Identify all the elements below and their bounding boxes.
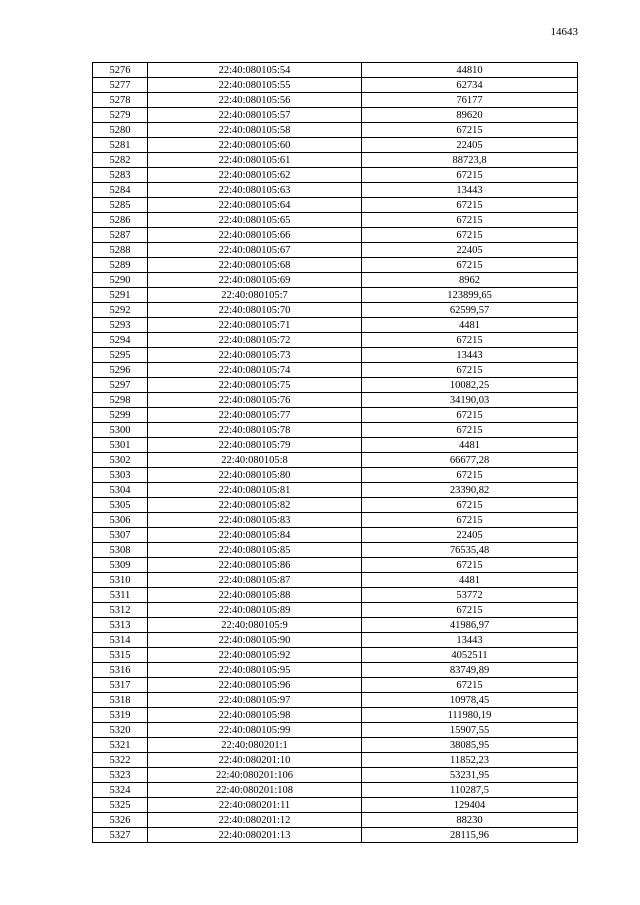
table-row bbox=[93, 198, 578, 213]
value-cell: 88723,8 bbox=[362, 153, 578, 168]
cadastral-number-cell: 22:40:080105:82 bbox=[148, 498, 362, 513]
value-cell: 67215 bbox=[362, 258, 578, 273]
table-row bbox=[93, 693, 578, 708]
row-number-cell: 5302 bbox=[93, 453, 148, 468]
table-row bbox=[93, 588, 578, 603]
table-row bbox=[93, 333, 578, 348]
cadastral-number-cell: 22:40:080105:66 bbox=[148, 228, 362, 243]
cadastral-number-cell: 22:40:080105:61 bbox=[148, 153, 362, 168]
value-cell: 67215 bbox=[362, 198, 578, 213]
table-row bbox=[93, 783, 578, 798]
cadastral-number-cell: 22:40:080105:76 bbox=[148, 393, 362, 408]
cadastral-number-cell: 22:40:080105:64 bbox=[148, 198, 362, 213]
row-number-cell: 5293 bbox=[93, 318, 148, 333]
cadastral-number-cell: 22:40:080201:11 bbox=[148, 798, 362, 813]
table-row bbox=[93, 213, 578, 228]
cadastral-value-table bbox=[92, 62, 578, 843]
row-number-cell: 5312 bbox=[93, 603, 148, 618]
value-cell: 23390,82 bbox=[362, 483, 578, 498]
value-cell: 67215 bbox=[362, 498, 578, 513]
table-row bbox=[93, 138, 578, 153]
cadastral-number-cell: 22:40:080105:68 bbox=[148, 258, 362, 273]
table-row bbox=[93, 753, 578, 768]
row-number-cell: 5306 bbox=[93, 513, 148, 528]
table-row bbox=[93, 498, 578, 513]
value-cell: 44810 bbox=[362, 63, 578, 78]
row-number-cell: 5303 bbox=[93, 468, 148, 483]
table-row bbox=[93, 378, 578, 393]
row-number-cell: 5325 bbox=[93, 798, 148, 813]
row-number-cell: 5276 bbox=[93, 63, 148, 78]
cadastral-number-cell: 22:40:080105:83 bbox=[148, 513, 362, 528]
cadastral-number-cell: 22:40:080105:60 bbox=[148, 138, 362, 153]
table-row bbox=[93, 273, 578, 288]
value-cell: 67215 bbox=[362, 168, 578, 183]
row-number-cell: 5313 bbox=[93, 618, 148, 633]
table-row bbox=[93, 513, 578, 528]
cadastral-number-cell: 22:40:080105:92 bbox=[148, 648, 362, 663]
value-cell: 41986,97 bbox=[362, 618, 578, 633]
row-number-cell: 5310 bbox=[93, 573, 148, 588]
table-row bbox=[93, 123, 578, 138]
row-number-cell: 5285 bbox=[93, 198, 148, 213]
cadastral-number-cell: 22:40:080105:63 bbox=[148, 183, 362, 198]
table-row bbox=[93, 108, 578, 123]
table-row bbox=[93, 678, 578, 693]
table-row bbox=[93, 483, 578, 498]
value-cell: 67215 bbox=[362, 333, 578, 348]
table-row bbox=[93, 603, 578, 618]
table-row bbox=[93, 648, 578, 663]
cadastral-number-cell: 22:40:080105:8 bbox=[148, 453, 362, 468]
row-number-cell: 5311 bbox=[93, 588, 148, 603]
row-number-cell: 5296 bbox=[93, 363, 148, 378]
cadastral-number-cell: 22:40:080105:86 bbox=[148, 558, 362, 573]
value-cell: 4481 bbox=[362, 573, 578, 588]
row-number-cell: 5323 bbox=[93, 768, 148, 783]
cadastral-number-cell: 22:40:080105:96 bbox=[148, 678, 362, 693]
table-row bbox=[93, 228, 578, 243]
cadastral-number-cell: 22:40:080105:89 bbox=[148, 603, 362, 618]
value-cell: 67215 bbox=[362, 513, 578, 528]
cadastral-number-cell: 22:40:080105:69 bbox=[148, 273, 362, 288]
table-row bbox=[93, 168, 578, 183]
cadastral-number-cell: 22:40:080105:57 bbox=[148, 108, 362, 123]
value-cell: 28115,96 bbox=[362, 828, 578, 843]
value-cell: 66677,28 bbox=[362, 453, 578, 468]
row-number-cell: 5286 bbox=[93, 213, 148, 228]
value-cell: 67215 bbox=[362, 468, 578, 483]
table-row bbox=[93, 798, 578, 813]
value-cell: 67215 bbox=[362, 228, 578, 243]
table-row bbox=[93, 258, 578, 273]
value-cell: 67215 bbox=[362, 123, 578, 138]
value-cell: 76535,48 bbox=[362, 543, 578, 558]
row-number-cell: 5290 bbox=[93, 273, 148, 288]
row-number-cell: 5326 bbox=[93, 813, 148, 828]
cadastral-number-cell: 22:40:080201:13 bbox=[148, 828, 362, 843]
row-number-cell: 5322 bbox=[93, 753, 148, 768]
cadastral-number-cell: 22:40:080105:7 bbox=[148, 288, 362, 303]
value-cell: 4052511 bbox=[362, 648, 578, 663]
value-cell: 13443 bbox=[362, 633, 578, 648]
row-number-cell: 5315 bbox=[93, 648, 148, 663]
value-cell: 53231,95 bbox=[362, 768, 578, 783]
cadastral-number-cell: 22:40:080105:77 bbox=[148, 408, 362, 423]
cadastral-number-cell: 22:40:080105:71 bbox=[148, 318, 362, 333]
row-number-cell: 5280 bbox=[93, 123, 148, 138]
row-number-cell: 5305 bbox=[93, 498, 148, 513]
cadastral-number-cell: 22:40:080105:67 bbox=[148, 243, 362, 258]
table-row bbox=[93, 708, 578, 723]
table-row bbox=[93, 363, 578, 378]
cadastral-number-cell: 22:40:080105:97 bbox=[148, 693, 362, 708]
cadastral-number-cell: 22:40:080105:65 bbox=[148, 213, 362, 228]
value-cell: 15907,55 bbox=[362, 723, 578, 738]
value-cell: 10082,25 bbox=[362, 378, 578, 393]
value-cell: 76177 bbox=[362, 93, 578, 108]
value-cell: 88230 bbox=[362, 813, 578, 828]
row-number-cell: 5288 bbox=[93, 243, 148, 258]
value-cell: 129404 bbox=[362, 798, 578, 813]
row-number-cell: 5279 bbox=[93, 108, 148, 123]
table-row bbox=[93, 78, 578, 93]
value-cell: 8962 bbox=[362, 273, 578, 288]
table-row bbox=[93, 723, 578, 738]
value-cell: 67215 bbox=[362, 363, 578, 378]
row-number-cell: 5314 bbox=[93, 633, 148, 648]
cadastral-number-cell: 22:40:080105:75 bbox=[148, 378, 362, 393]
value-cell: 10978,45 bbox=[362, 693, 578, 708]
value-cell: 22405 bbox=[362, 528, 578, 543]
cadastral-number-cell: 22:40:080105:95 bbox=[148, 663, 362, 678]
cadastral-number-cell: 22:40:080105:80 bbox=[148, 468, 362, 483]
value-cell: 11852,23 bbox=[362, 753, 578, 768]
row-number-cell: 5295 bbox=[93, 348, 148, 363]
table-row bbox=[93, 288, 578, 303]
value-cell: 38085,95 bbox=[362, 738, 578, 753]
page-number: 14643 bbox=[550, 26, 578, 38]
cadastral-number-cell: 22:40:080105:73 bbox=[148, 348, 362, 363]
value-cell: 67215 bbox=[362, 213, 578, 228]
table-row bbox=[93, 393, 578, 408]
value-cell: 123899,65 bbox=[362, 288, 578, 303]
table-row bbox=[93, 738, 578, 753]
cadastral-number-cell: 22:40:080105:55 bbox=[148, 78, 362, 93]
row-number-cell: 5277 bbox=[93, 78, 148, 93]
table-row bbox=[93, 618, 578, 633]
table-row bbox=[93, 633, 578, 648]
cadastral-number-cell: 22:40:080201:106 bbox=[148, 768, 362, 783]
row-number-cell: 5297 bbox=[93, 378, 148, 393]
row-number-cell: 5299 bbox=[93, 408, 148, 423]
table-row bbox=[93, 438, 578, 453]
value-cell: 67215 bbox=[362, 408, 578, 423]
cadastral-number-cell: 22:40:080105:84 bbox=[148, 528, 362, 543]
cadastral-number-cell: 22:40:080105:98 bbox=[148, 708, 362, 723]
row-number-cell: 5287 bbox=[93, 228, 148, 243]
table-row bbox=[93, 768, 578, 783]
table-row bbox=[93, 183, 578, 198]
row-number-cell: 5282 bbox=[93, 153, 148, 168]
table-row bbox=[93, 558, 578, 573]
table-row bbox=[93, 828, 578, 843]
cadastral-number-cell: 22:40:080105:90 bbox=[148, 633, 362, 648]
row-number-cell: 5304 bbox=[93, 483, 148, 498]
row-number-cell: 5321 bbox=[93, 738, 148, 753]
row-number-cell: 5291 bbox=[93, 288, 148, 303]
value-cell: 4481 bbox=[362, 438, 578, 453]
value-cell: 89620 bbox=[362, 108, 578, 123]
value-cell: 62734 bbox=[362, 78, 578, 93]
row-number-cell: 5281 bbox=[93, 138, 148, 153]
row-number-cell: 5300 bbox=[93, 423, 148, 438]
cadastral-number-cell: 22:40:080105:85 bbox=[148, 543, 362, 558]
cadastral-number-cell: 22:40:080201:12 bbox=[148, 813, 362, 828]
cadastral-number-cell: 22:40:080105:81 bbox=[148, 483, 362, 498]
cadastral-number-cell: 22:40:080105:58 bbox=[148, 123, 362, 138]
table-row bbox=[93, 663, 578, 678]
table-row bbox=[93, 153, 578, 168]
table-row bbox=[93, 813, 578, 828]
row-number-cell: 5318 bbox=[93, 693, 148, 708]
table-row bbox=[93, 63, 578, 78]
value-cell: 34190,03 bbox=[362, 393, 578, 408]
value-cell: 4481 bbox=[362, 318, 578, 333]
value-cell: 67215 bbox=[362, 678, 578, 693]
table-row bbox=[93, 423, 578, 438]
row-number-cell: 5283 bbox=[93, 168, 148, 183]
row-number-cell: 5292 bbox=[93, 303, 148, 318]
row-number-cell: 5320 bbox=[93, 723, 148, 738]
table-row bbox=[93, 318, 578, 333]
row-number-cell: 5298 bbox=[93, 393, 148, 408]
table-row bbox=[93, 528, 578, 543]
row-number-cell: 5324 bbox=[93, 783, 148, 798]
cadastral-number-cell: 22:40:080201:10 bbox=[148, 753, 362, 768]
table-row bbox=[93, 408, 578, 423]
value-cell: 83749,89 bbox=[362, 663, 578, 678]
table-row bbox=[93, 93, 578, 108]
cadastral-number-cell: 22:40:080105:70 bbox=[148, 303, 362, 318]
value-cell: 22405 bbox=[362, 138, 578, 153]
row-number-cell: 5284 bbox=[93, 183, 148, 198]
row-number-cell: 5289 bbox=[93, 258, 148, 273]
row-number-cell: 5307 bbox=[93, 528, 148, 543]
value-cell: 53772 bbox=[362, 588, 578, 603]
cadastral-number-cell: 22:40:080105:79 bbox=[148, 438, 362, 453]
value-cell: 13443 bbox=[362, 348, 578, 363]
cadastral-number-cell: 22:40:080201:1 bbox=[148, 738, 362, 753]
cadastral-number-cell: 22:40:080105:74 bbox=[148, 363, 362, 378]
cadastral-number-cell: 22:40:080105:9 bbox=[148, 618, 362, 633]
row-number-cell: 5316 bbox=[93, 663, 148, 678]
row-number-cell: 5294 bbox=[93, 333, 148, 348]
value-cell: 67215 bbox=[362, 558, 578, 573]
cadastral-number-cell: 22:40:080105:56 bbox=[148, 93, 362, 108]
table-row bbox=[93, 468, 578, 483]
cadastral-number-cell: 22:40:080105:62 bbox=[148, 168, 362, 183]
cadastral-number-cell: 22:40:080105:54 bbox=[148, 63, 362, 78]
table-row bbox=[93, 243, 578, 258]
row-number-cell: 5308 bbox=[93, 543, 148, 558]
cadastral-number-cell: 22:40:080105:72 bbox=[148, 333, 362, 348]
cadastral-number-cell: 22:40:080201:108 bbox=[148, 783, 362, 798]
cadastral-number-cell: 22:40:080105:88 bbox=[148, 588, 362, 603]
table-row bbox=[93, 303, 578, 318]
row-number-cell: 5278 bbox=[93, 93, 148, 108]
table-row bbox=[93, 543, 578, 558]
row-number-cell: 5317 bbox=[93, 678, 148, 693]
value-cell: 22405 bbox=[362, 243, 578, 258]
row-number-cell: 5309 bbox=[93, 558, 148, 573]
cadastral-number-cell: 22:40:080105:87 bbox=[148, 573, 362, 588]
row-number-cell: 5301 bbox=[93, 438, 148, 453]
table-body bbox=[93, 63, 578, 843]
value-cell: 67215 bbox=[362, 423, 578, 438]
value-cell: 62599,57 bbox=[362, 303, 578, 318]
value-cell: 111980,19 bbox=[362, 708, 578, 723]
cadastral-number-cell: 22:40:080105:99 bbox=[148, 723, 362, 738]
table-row bbox=[93, 348, 578, 363]
table-row bbox=[93, 453, 578, 468]
table-row bbox=[93, 573, 578, 588]
value-cell: 67215 bbox=[362, 603, 578, 618]
value-cell: 110287,5 bbox=[362, 783, 578, 798]
row-number-cell: 5327 bbox=[93, 828, 148, 843]
cadastral-number-cell: 22:40:080105:78 bbox=[148, 423, 362, 438]
value-cell: 13443 bbox=[362, 183, 578, 198]
row-number-cell: 5319 bbox=[93, 708, 148, 723]
